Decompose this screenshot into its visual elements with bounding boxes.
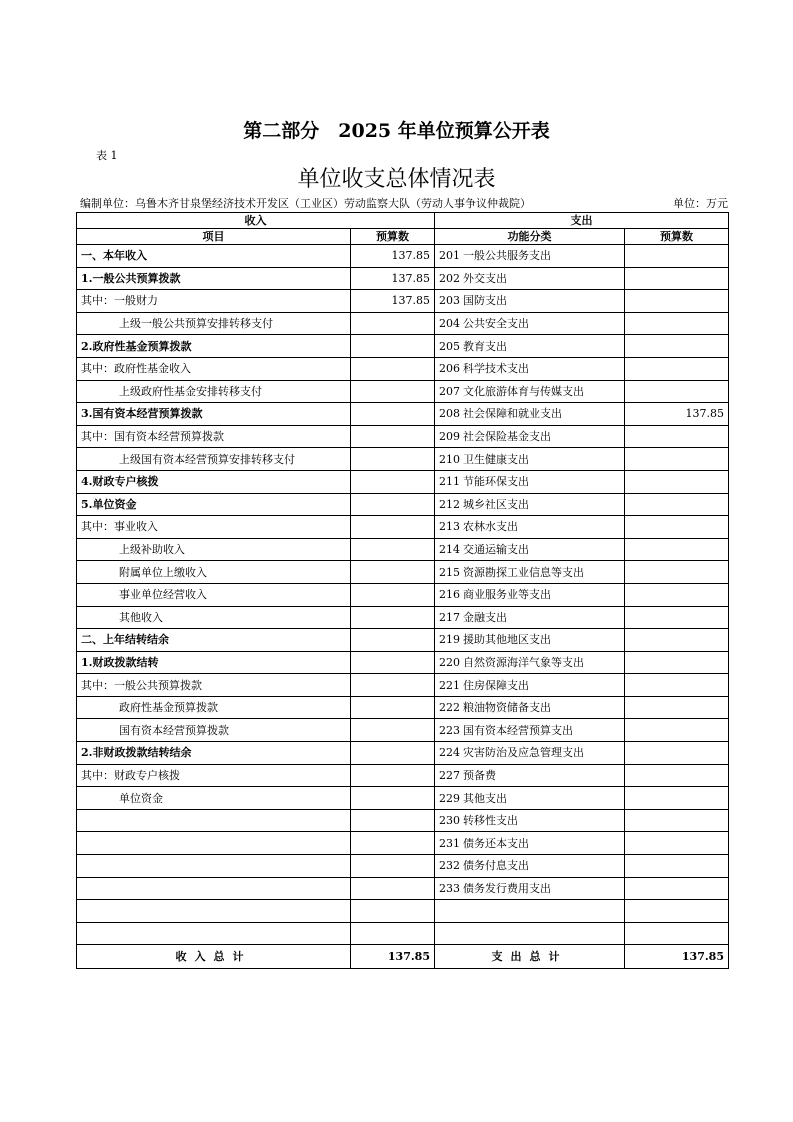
income-item-cell: 上级补助收入: [77, 538, 351, 561]
expense-item-cell: [435, 900, 625, 923]
expense-value-cell: [625, 583, 729, 606]
expense-item-label: 卫生健康支出: [463, 452, 529, 466]
totals-row: [77, 945, 729, 969]
income-value-cell: [351, 764, 435, 787]
income-item-cell: 附属单位上缴收入: [77, 561, 351, 584]
income-item-cell: [77, 832, 351, 855]
expense-code: 207: [439, 384, 460, 398]
table-row: [77, 357, 729, 380]
expense-item-label: 教育支出: [463, 339, 507, 353]
income-item-cell: 3.国有资本经营预算拨款: [77, 403, 351, 426]
expense-item-cell: [435, 651, 625, 674]
income-item-cell: 5.单位资金: [77, 493, 351, 516]
part-title: 第二部分 2025 年单位预算公开表: [243, 120, 550, 142]
income-value-cell: [351, 719, 435, 742]
income-value-cell: [351, 855, 435, 878]
table-row: [77, 538, 729, 561]
income-value-cell: [351, 561, 435, 584]
expense-code: 203: [439, 294, 460, 308]
expense-value-cell: [625, 561, 729, 584]
expense-item-cell: [435, 448, 625, 471]
expense-code: 229: [439, 791, 460, 805]
expense-item-label: 转移性支出: [463, 814, 518, 828]
expense-code: 220: [439, 655, 460, 669]
table-row: [77, 245, 729, 268]
expense-value-cell: 137.85: [625, 403, 729, 426]
expense-item-label: 商业服务业等支出: [463, 588, 551, 602]
expense-value-cell: [625, 357, 729, 380]
income-value-cell: [351, 380, 435, 403]
income-item-cell: 其中：财政专户核拨: [77, 764, 351, 787]
table-row: [77, 403, 729, 426]
expense-item-cell: [435, 335, 625, 358]
income-header: 收入: [77, 213, 435, 229]
expense-item-cell: [435, 583, 625, 606]
expense-item-label: 资源勘探工业信息等支出: [463, 565, 584, 579]
table-row: [77, 900, 729, 923]
income-value-cell: [351, 787, 435, 810]
expense-value-cell: [625, 696, 729, 719]
expense-item-cell: [435, 245, 625, 268]
table-row: [77, 335, 729, 358]
expense-item-label: 预备费: [463, 768, 496, 782]
expense-item-cell: [435, 357, 625, 380]
income-value-cell: 137.85: [351, 267, 435, 290]
expense-item-label: 自然资源海洋气象等支出: [463, 655, 584, 669]
income-item-cell: 2.非财政拨款结转结余: [77, 742, 351, 765]
expense-item-label: 住房保障支出: [463, 678, 529, 692]
expense-item-label: 国有资本经营预算支出: [463, 723, 573, 737]
expense-value-cell: [625, 809, 729, 832]
table-row: [77, 583, 729, 606]
budget-amount-header-2: 预算数: [625, 229, 729, 245]
income-item-cell: 上级国有资本经营预算安排转移支付: [77, 448, 351, 471]
income-item-cell: [77, 900, 351, 923]
budget-table: [76, 212, 729, 969]
expense-value-cell: [625, 470, 729, 493]
income-item-cell: 其中：一般公共预算拨款: [77, 674, 351, 697]
expense-item-label: 金融支出: [463, 610, 507, 624]
expense-value-cell: [625, 764, 729, 787]
income-value-cell: [351, 922, 435, 945]
income-item-cell: [77, 855, 351, 878]
income-value-cell: [351, 696, 435, 719]
income-item-cell: 其中：政府性基金收入: [77, 357, 351, 380]
expense-item-cell: [435, 312, 625, 335]
expense-value-cell: [625, 900, 729, 923]
table-row: [77, 696, 729, 719]
table-row: [77, 787, 729, 810]
expense-value-cell: [625, 674, 729, 697]
expense-code: 221: [439, 678, 460, 692]
table-row: [77, 922, 729, 945]
income-value-cell: [351, 877, 435, 900]
expense-value-cell: [625, 493, 729, 516]
expense-code: 222: [439, 701, 460, 715]
expense-code: 233: [439, 881, 460, 895]
table-row: [77, 877, 729, 900]
expense-item-cell: [435, 742, 625, 765]
expense-item-cell: [435, 561, 625, 584]
income-item-cell: 一、本年收入: [77, 245, 351, 268]
table-row: [77, 493, 729, 516]
income-value-cell: [351, 606, 435, 629]
table-row: [77, 561, 729, 584]
expense-item-label: 交通运输支出: [463, 543, 529, 557]
income-value-cell: [351, 493, 435, 516]
expense-item-label: 社会保险基金支出: [463, 430, 551, 444]
expense-item-label: 外交支出: [463, 271, 507, 285]
income-total-value: 137.85: [351, 945, 435, 969]
expense-item-cell: [435, 538, 625, 561]
income-item-cell: 4.财政专户核拨: [77, 470, 351, 493]
expense-item-cell: [435, 290, 625, 313]
expense-item-cell: [435, 696, 625, 719]
expense-code: 231: [439, 836, 460, 850]
table-row: [77, 855, 729, 878]
income-value-cell: [351, 357, 435, 380]
expense-value-cell: [625, 855, 729, 878]
expense-value-cell: [625, 877, 729, 900]
expense-item-cell: [435, 674, 625, 697]
expense-value-cell: [625, 719, 729, 742]
expense-value-cell: [625, 425, 729, 448]
table-title: 单位收支总体情况表: [297, 167, 496, 192]
income-item-cell: 2.政府性基金预算拨款: [77, 335, 351, 358]
income-item-cell: 1.财政拨款结转: [77, 651, 351, 674]
table-row: [77, 425, 729, 448]
expense-value-cell: [625, 312, 729, 335]
income-value-cell: [351, 832, 435, 855]
expense-value-cell: [625, 245, 729, 268]
income-value-cell: [351, 538, 435, 561]
table-row: [77, 809, 729, 832]
income-item-cell: [77, 877, 351, 900]
expense-item-cell: [435, 267, 625, 290]
income-value-cell: [351, 335, 435, 358]
expense-item-label: 债务还本支出: [463, 836, 529, 850]
expense-value-cell: [625, 335, 729, 358]
expense-code: 219: [439, 633, 460, 647]
expense-code: 232: [439, 859, 460, 873]
expense-code: 215: [439, 565, 460, 579]
expense-code: 205: [439, 339, 460, 353]
table-row: [77, 742, 729, 765]
income-item-cell: 单位资金: [77, 787, 351, 810]
expense-code: 212: [439, 497, 460, 511]
income-value-cell: [351, 900, 435, 923]
expense-item-cell: [435, 809, 625, 832]
income-item-cell: [77, 809, 351, 832]
expense-code: 209: [439, 430, 460, 444]
expense-item-label: 其他支出: [463, 791, 507, 805]
income-item-cell: 国有资本经营预算拨款: [77, 719, 351, 742]
expense-item-label: 债务发行费用支出: [463, 881, 551, 895]
function-class-header: 功能分类: [435, 229, 625, 245]
expense-value-cell: [625, 380, 729, 403]
expense-code: 204: [439, 317, 460, 331]
expense-item-cell: [435, 764, 625, 787]
table-row: [77, 312, 729, 335]
table-row: [77, 606, 729, 629]
expense-code: 206: [439, 362, 460, 376]
expense-value-cell: [625, 832, 729, 855]
income-item-cell: 其中：国有资本经营预算拨款: [77, 425, 351, 448]
expense-value-cell: [625, 516, 729, 539]
expense-value-cell: [625, 290, 729, 313]
expense-item-cell: [435, 606, 625, 629]
income-item-cell: 上级一般公共预算安排转移支付: [77, 312, 351, 335]
expense-item-cell: [435, 787, 625, 810]
expense-item-cell: [435, 380, 625, 403]
income-value-cell: [351, 742, 435, 765]
expense-item-label: 一般公共服务支出: [463, 249, 551, 263]
table-row: [77, 719, 729, 742]
income-value-cell: [351, 448, 435, 471]
income-total-label: 收入总计: [77, 945, 351, 969]
expense-value-cell: [625, 538, 729, 561]
expense-item-cell: [435, 877, 625, 900]
unit-line: [80, 195, 728, 211]
income-value-cell: [351, 583, 435, 606]
income-item-cell: 事业单位经营收入: [77, 583, 351, 606]
expense-header: 支出: [435, 213, 729, 229]
expense-value-cell: [625, 629, 729, 652]
expense-code: 201: [439, 249, 460, 263]
income-value-cell: [351, 312, 435, 335]
expense-item-cell: [435, 922, 625, 945]
table-row: [77, 267, 729, 290]
table-row: [77, 470, 729, 493]
expense-code: 213: [439, 520, 460, 534]
table-row: [77, 651, 729, 674]
expense-item-cell: [435, 425, 625, 448]
expense-item-label: 节能环保支出: [463, 475, 529, 489]
table-row: [77, 380, 729, 403]
expense-value-cell: [625, 606, 729, 629]
table-number: 表 1: [96, 149, 118, 162]
income-value-cell: [351, 403, 435, 426]
income-item-cell: [77, 922, 351, 945]
income-value-cell: [351, 809, 435, 832]
expense-item-label: 灾害防治及应急管理支出: [463, 746, 584, 760]
header-row-columns: [77, 229, 729, 245]
income-value-cell: 137.85: [351, 290, 435, 313]
income-item-cell: 其中：事业收入: [77, 516, 351, 539]
expense-value-cell: [625, 787, 729, 810]
table-row: [77, 629, 729, 652]
income-item-cell: 上级政府性基金安排转移支付: [77, 380, 351, 403]
expense-code: 214: [439, 543, 460, 557]
unit-name: 编制单位：乌鲁木齐甘泉堡经济技术开发区（工业区）劳动监察大队（劳动人事争议仲裁院）: [80, 197, 531, 210]
expense-code: 202: [439, 271, 460, 285]
expense-item-cell: [435, 493, 625, 516]
expense-item-cell: [435, 516, 625, 539]
expense-item-label: 文化旅游体育与传媒支出: [463, 384, 584, 398]
income-item-cell: 1.一般公共预算拨款: [77, 267, 351, 290]
income-value-cell: [351, 470, 435, 493]
table-row: [77, 674, 729, 697]
income-item-cell: 二、上年结转结余: [77, 629, 351, 652]
income-item-cell: 其中：一般财力: [77, 290, 351, 313]
income-value-cell: 137.85: [351, 245, 435, 268]
expense-item-label: 援助其他地区支出: [463, 633, 551, 647]
expense-code: 208: [439, 407, 460, 421]
expense-item-cell: [435, 832, 625, 855]
expense-item-label: 债务付息支出: [463, 859, 529, 873]
expense-code: 227: [439, 768, 460, 782]
expense-value-cell: [625, 922, 729, 945]
expense-code: 230: [439, 814, 460, 828]
income-value-cell: [351, 425, 435, 448]
item-header: 项目: [77, 229, 351, 245]
expense-item-label: 城乡社区支出: [463, 497, 529, 511]
expense-code: 224: [439, 746, 460, 760]
expense-item-label: 科学技术支出: [463, 362, 529, 376]
expense-value-cell: [625, 267, 729, 290]
expense-code: 210: [439, 452, 460, 466]
expense-value-cell: [625, 651, 729, 674]
table-row: [77, 764, 729, 787]
expense-item-label: 农林水支出: [463, 520, 518, 534]
table-row: [77, 448, 729, 471]
table-row: [77, 832, 729, 855]
income-item-cell: 政府性基金预算拨款: [77, 696, 351, 719]
expense-value-cell: [625, 742, 729, 765]
unit-label: 单位：万元: [673, 197, 728, 210]
expense-item-cell: [435, 855, 625, 878]
expense-item-cell: [435, 719, 625, 742]
expense-code: 223: [439, 723, 460, 737]
table-row: [77, 290, 729, 313]
expense-total-value: 137.85: [625, 945, 729, 969]
income-value-cell: [351, 516, 435, 539]
expense-item-label: 社会保障和就业支出: [463, 407, 562, 421]
income-item-cell: 其他收入: [77, 606, 351, 629]
income-value-cell: [351, 674, 435, 697]
expense-code: 217: [439, 610, 460, 624]
expense-code: 216: [439, 588, 460, 602]
header-row-group: [77, 213, 729, 229]
table-row: [77, 516, 729, 539]
expense-item-cell: [435, 470, 625, 493]
expense-code: 211: [439, 475, 460, 489]
expense-item-cell: [435, 403, 625, 426]
expense-item-label: 国防支出: [463, 294, 507, 308]
expense-total-label: 支出总计: [435, 945, 625, 969]
expense-item-cell: [435, 629, 625, 652]
expense-value-cell: [625, 448, 729, 471]
expense-item-label: 粮油物资储备支出: [463, 701, 551, 715]
income-value-cell: [351, 651, 435, 674]
expense-item-label: 公共安全支出: [463, 317, 529, 331]
income-value-cell: [351, 629, 435, 652]
budget-amount-header: 预算数: [351, 229, 435, 245]
